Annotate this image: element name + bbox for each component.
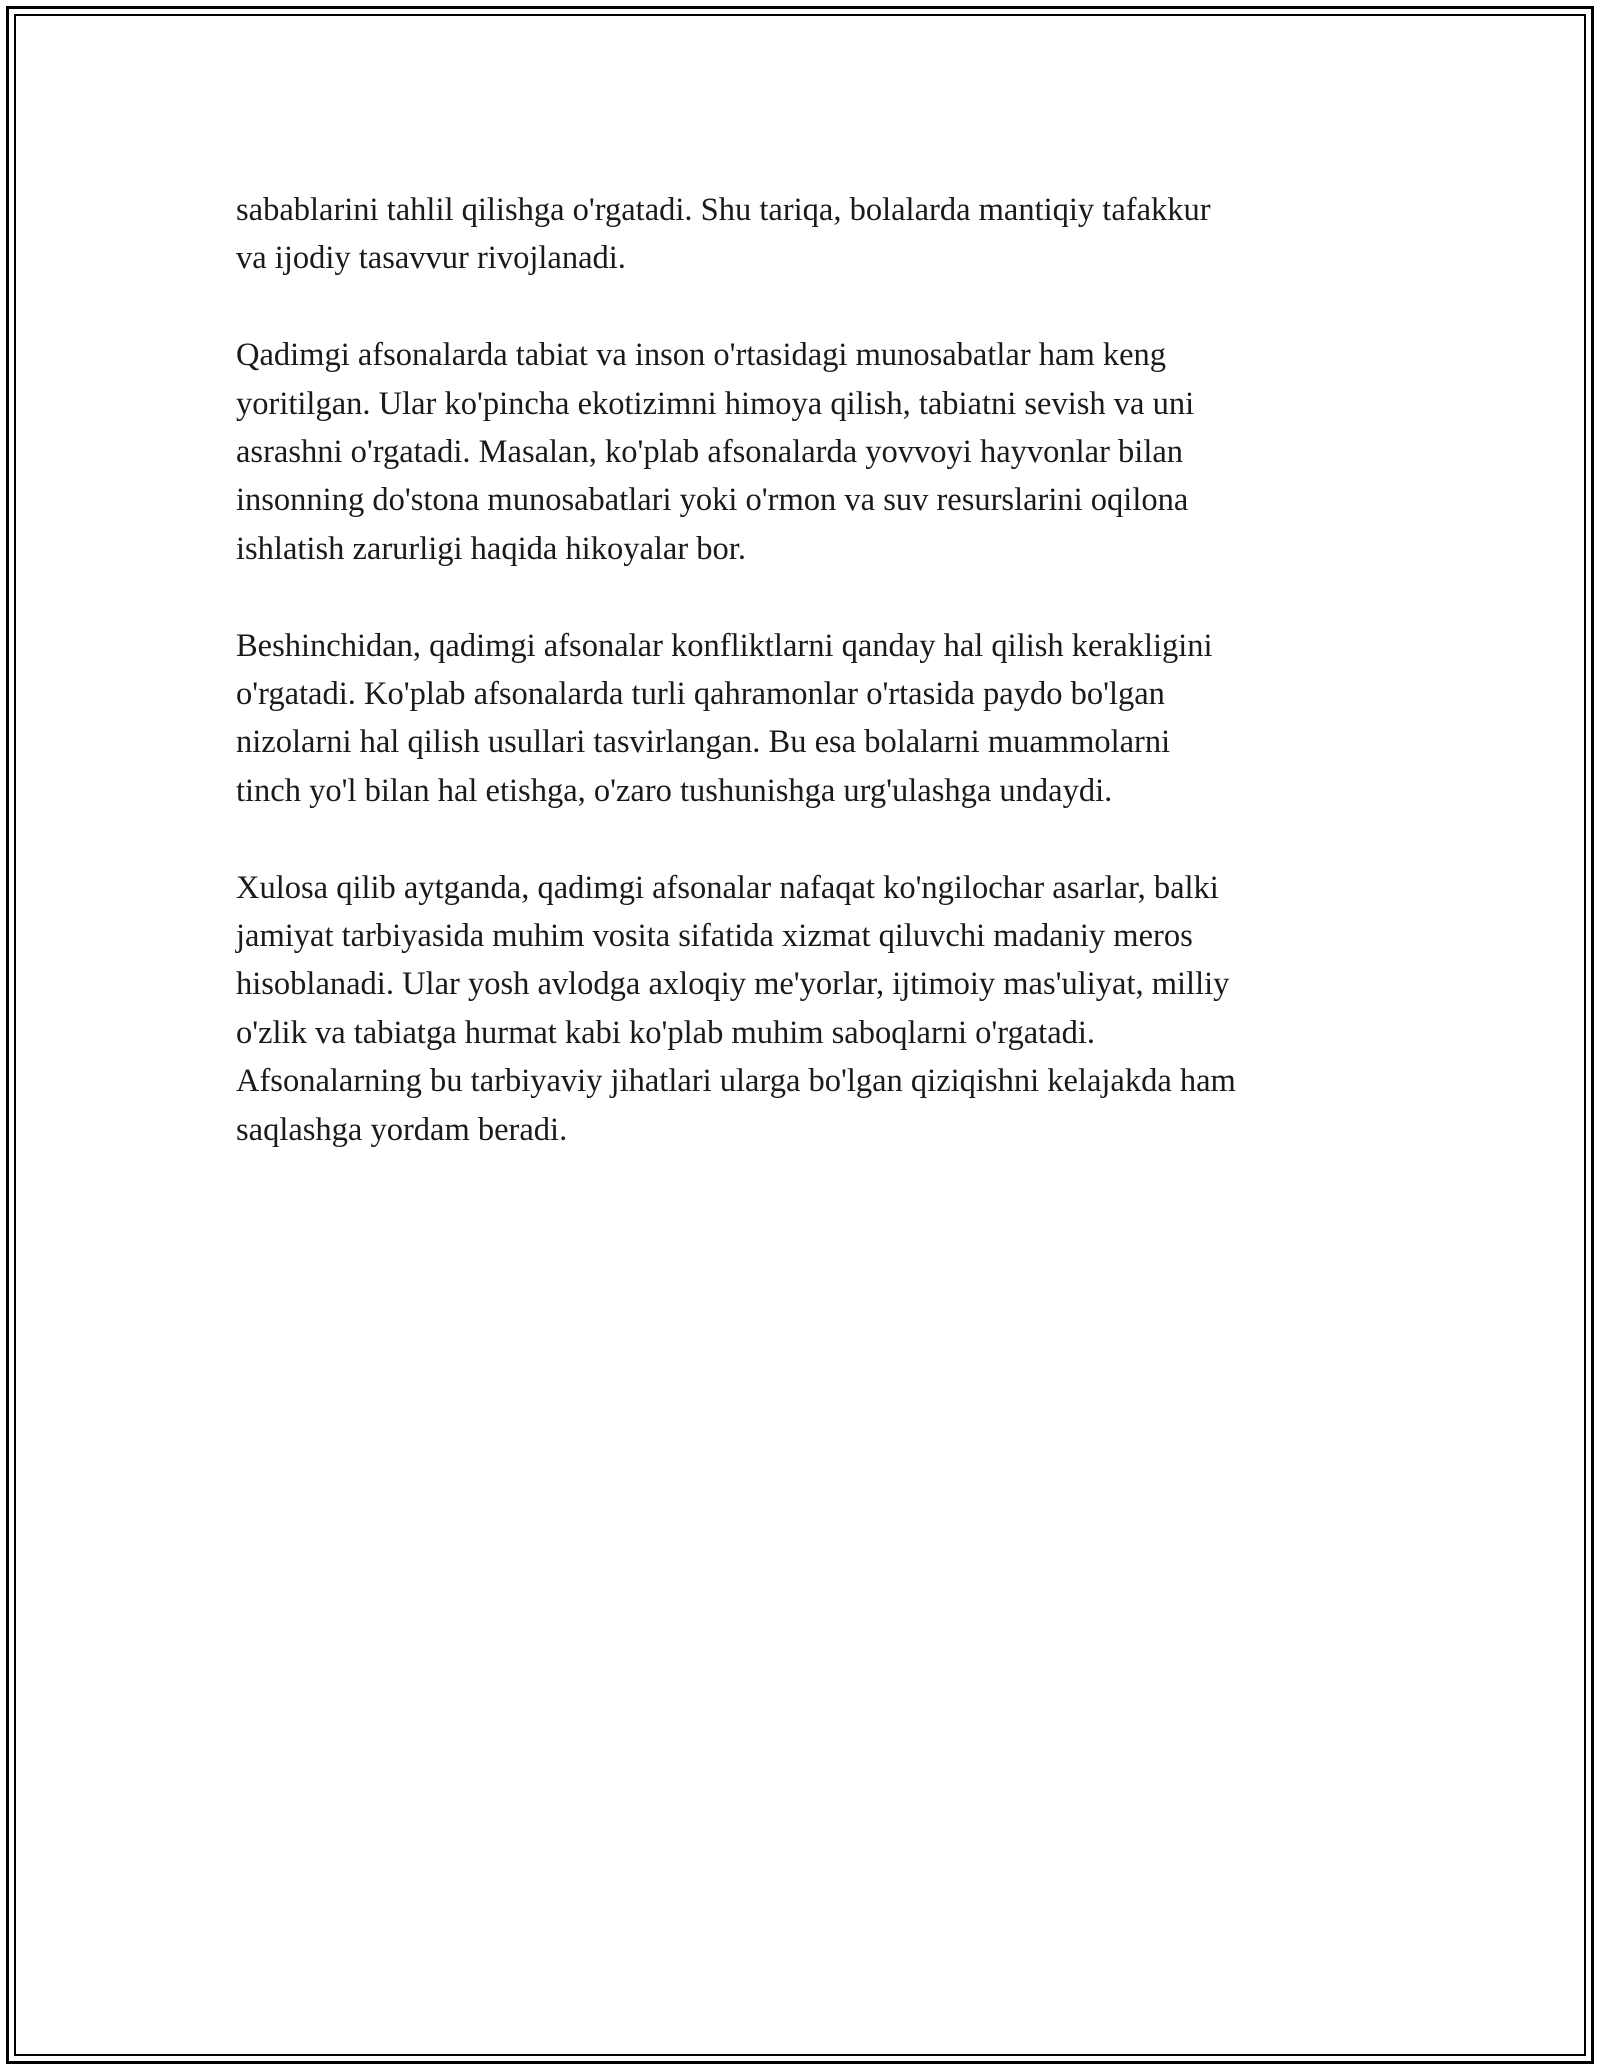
paragraph-line: jamiyat tarbiyasida muhim vosita sifatida xizmat qiluvchi madaniy meros (236, 918, 1193, 955)
paragraph-line: o'rgatadi. Ko'plab afsonalarda turli qahramonlar o'rtasida paydo bo'lgan (236, 676, 1165, 713)
paragraph-line: Beshinchidan, qadimgi afsonalar konfliktlarni qanday hal qilish kerakligini (236, 627, 1213, 664)
paragraph-3 (236, 622, 1396, 816)
paragraph-line: Xulosa qilib aytganda, qadimgi afsonalar nafaqat ko'ngilochar asarlar, balki (236, 869, 1219, 906)
paragraph-line: ishlatish zarurligi haqida hikoyalar bor. (236, 530, 746, 567)
paragraph-line: tinch yo'l bilan hal etishga, o'zaro tushunishga urg'ulashga undaydi. (236, 772, 1113, 809)
paragraph-line: o'zlik va tabiatga hurmat kabi ko'plab muhim saboqlarni o'rgatadi. (236, 1014, 1096, 1051)
paragraph-2 (236, 331, 1396, 573)
paragraph-line: yoritilgan. Ular ko'pincha ekotizimni himoya qilish, tabiatni sevish va uni (236, 385, 1195, 422)
paragraph-4 (236, 864, 1396, 1154)
paragraph-line: saqlashga yordam beradi. (236, 1111, 568, 1148)
paragraph-line: insonning do'stona munosabatlari yoki o'rmon va suv resurslarini oqilona (236, 482, 1189, 519)
paragraph-line: Qadimgi afsonalarda tabiat va inson o'rtasidagi munosabatlar ham keng (236, 337, 1167, 374)
paragraph-line: hisoblanadi. Ular yosh avlodga axloqiy me'yorlar, ijtimoiy mas'uliyat, milliy (236, 966, 1230, 1003)
paragraph-line: va ijodiy tasavvur rivojlanadi. (236, 240, 626, 277)
paragraph-line: Afsonalarning bu tarbiyaviy jihatlari ularga bo'lgan qiziqishni kelajakda ham (236, 1063, 1236, 1100)
paragraph-line: sabablarini tahlil qilishga o'rgatadi. Shu tariqa, bolalarda mantiqiy tafakkur (236, 192, 1211, 228)
paragraph-line: asrashni o'rgatadi. Masalan, ko'plab afsonalarda yovvoyi hayvonlar bilan (236, 434, 1184, 471)
paragraph-line: nizolarni hal qilish usullari tasvirlangan. Bu esa bolalarni muammolarni (236, 724, 1171, 761)
paragraph-1 (236, 186, 1396, 283)
document-body (236, 186, 1396, 1202)
